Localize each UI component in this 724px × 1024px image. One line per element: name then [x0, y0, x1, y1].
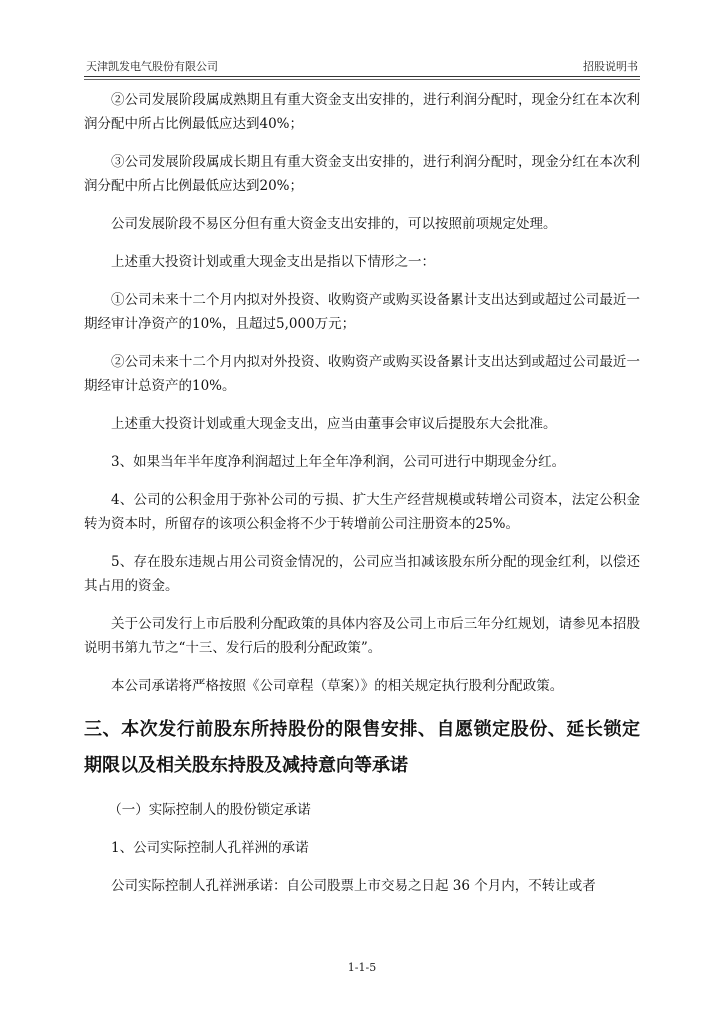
paragraph-total-assets-condition: ②公司未来十二个月内拟对外投资、收购资产或购买设备累计支出达到或超过公司最近一期经审计总资产的10%。	[84, 354, 640, 394]
paragraph-mature-stage: ②公司发展阶段属成熟期且有重大资金支出安排的，进行利润分配时，现金分红在本次利润分配中所占比例最低应达到40%；	[84, 92, 640, 132]
paragraph-net-assets-condition: ①公司未来十二个月内拟对外投资、收购资产或购买设备累计支出达到或超过公司最近一期经审计净资产的10%，且超过5,000万元；	[84, 292, 640, 332]
header-divider-thin	[84, 79, 640, 80]
paragraph-growth-stage: ③公司发展阶段属成长期且有重大资金支出安排的，进行利润分配时，现金分红在本次利润分配中所占比例最低应达到20%；	[84, 154, 640, 194]
header-divider	[84, 76, 640, 77]
paragraph-major-expenditure-intro: 上述重大投资计划或重大现金支出是指以下情形之一：	[111, 254, 435, 270]
header-company-name: 天津凯发电气股份有限公司	[86, 60, 218, 73]
paragraph-fund-occupation: 5、存在股东违规占用公司资金情况的，公司应当扣减该股东所分配的现金红利，以偿还其占用的资金。	[84, 554, 640, 594]
header-document-type: 招股说明书	[583, 60, 638, 73]
page-body	[84, 88, 640, 898]
item-title: 1、公司实际控制人孔祥洲的承诺	[111, 840, 309, 856]
section-title: 三、本次发行前股东所持股份的限售安排、自愿锁定股份、延长锁定期限以及相关股东持股及减持意向等承诺	[84, 719, 640, 776]
subsection-title: （一）实际控制人的股份锁定承诺	[108, 802, 311, 818]
page-header	[84, 58, 640, 76]
paragraph-controller-commitment: 公司实际控制人孔祥洲承诺：自公司股票上市交易之日起 36 个月内，不转让或者	[111, 878, 596, 894]
page-number: 1-1-5	[347, 961, 377, 974]
paragraph-unclear-stage: 公司发展阶段不易区分但有重大资金支出安排的，可以按照前项规定处理。	[111, 216, 557, 232]
paragraph-commitment: 本公司承诺将严格按照《公司章程（草案）》的相关规定执行股利分配政策。	[111, 678, 564, 694]
paragraph-dividend-policy-reference: 关于公司发行上市后股利分配政策的具体内容及公司上市后三年分红规划，请参见本招股说明书第九节之“十三、发行后的股利分配政策”。	[84, 616, 640, 656]
paragraph-reserve-fund: 4、公司的公积金用于弥补公司的亏损、扩大生产经营规模或转增公司资本，法定公积金转为资本时，所留存的该项公积金将不少于转增前公司注册资本的25%。	[84, 492, 640, 532]
paragraph-interim-dividend: 3、如果当年半年度净利润超过上年全年净利润，公司可进行中期现金分红。	[111, 454, 566, 470]
paragraph-board-approval: 上述重大投资计划或重大现金支出，应当由董事会审议后提股东大会批准。	[111, 416, 557, 432]
